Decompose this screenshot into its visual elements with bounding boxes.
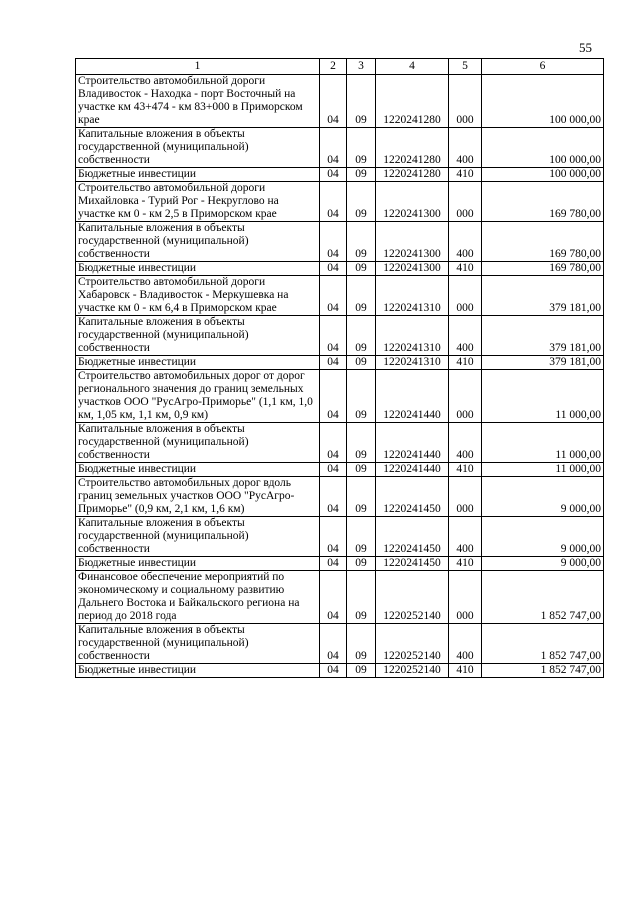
row-name-cell: Строительство автомобильной дороги Хабаровск - Владивосток - Меркушевка на участке км 0 - км 6,4 в Приморском крае <box>76 276 320 316</box>
table-row <box>76 356 604 370</box>
row-section-cell: 04 <box>320 370 347 423</box>
row-name-cell: Финансовое обеспечение мероприятий по экономическому и социальному развитию Дальнего Востока и Байкальского региона на период до 2018 года <box>76 571 320 624</box>
row-target-article-cell: 1220241450 <box>376 517 449 557</box>
table-row <box>76 477 604 517</box>
row-amount-cell: 169 780,00 <box>482 222 604 262</box>
table-row <box>76 222 604 262</box>
row-subsection-cell: 09 <box>347 664 376 678</box>
row-section-cell: 04 <box>320 624 347 664</box>
row-expense-type-cell: 000 <box>449 75 482 128</box>
row-subsection-cell: 09 <box>347 517 376 557</box>
row-amount-cell: 100 000,00 <box>482 128 604 168</box>
row-section-cell: 04 <box>320 262 347 276</box>
row-amount-cell: 9 000,00 <box>482 557 604 571</box>
row-target-article-cell: 1220241310 <box>376 276 449 316</box>
row-target-article-cell: 1220241280 <box>376 128 449 168</box>
row-section-cell: 04 <box>320 222 347 262</box>
table-row <box>76 463 604 477</box>
header-col-5: 5 <box>449 59 482 75</box>
row-subsection-cell: 09 <box>347 463 376 477</box>
row-target-article-cell: 1220241310 <box>376 356 449 370</box>
table-row <box>76 262 604 276</box>
row-subsection-cell: 09 <box>347 222 376 262</box>
row-section-cell: 04 <box>320 316 347 356</box>
row-name-cell: Бюджетные инвестиции <box>76 262 320 276</box>
row-expense-type-cell: 410 <box>449 168 482 182</box>
row-section-cell: 04 <box>320 477 347 517</box>
row-amount-cell: 1 852 747,00 <box>482 571 604 624</box>
row-amount-cell: 169 780,00 <box>482 182 604 222</box>
row-name-cell: Строительство автомобильной дороги Михайловка - Турий Рог - Некруглово на участке км 0 - км 2,5 в Приморском крае <box>76 182 320 222</box>
row-subsection-cell: 09 <box>347 370 376 423</box>
row-amount-cell: 1 852 747,00 <box>482 664 604 678</box>
row-name-cell: Капитальные вложения в объекты государственной (муниципальной) собственности <box>76 423 320 463</box>
row-target-article-cell: 1220241450 <box>376 477 449 517</box>
table-row <box>76 571 604 624</box>
row-expense-type-cell: 410 <box>449 463 482 477</box>
row-amount-cell: 100 000,00 <box>482 75 604 128</box>
row-name-cell: Капитальные вложения в объекты государственной (муниципальной) собственности <box>76 517 320 557</box>
row-name-cell: Строительство автомобильной дороги Владивосток - Находка - порт Восточный на участке км 43+474 - км 83+000 в Приморском крае <box>76 75 320 128</box>
row-target-article-cell: 1220252140 <box>376 571 449 624</box>
table-row <box>76 370 604 423</box>
row-name-cell: Бюджетные инвестиции <box>76 557 320 571</box>
row-subsection-cell: 09 <box>347 262 376 276</box>
row-name-cell: Бюджетные инвестиции <box>76 463 320 477</box>
row-target-article-cell: 1220252140 <box>376 624 449 664</box>
row-amount-cell: 1 852 747,00 <box>482 624 604 664</box>
row-amount-cell: 9 000,00 <box>482 517 604 557</box>
table-row <box>76 182 604 222</box>
row-target-article-cell: 1220241300 <box>376 222 449 262</box>
row-section-cell: 04 <box>320 664 347 678</box>
header-col-2: 2 <box>320 59 347 75</box>
table-row <box>76 517 604 557</box>
row-expense-type-cell: 400 <box>449 517 482 557</box>
table-row <box>76 316 604 356</box>
row-target-article-cell: 1220241280 <box>376 168 449 182</box>
row-name-cell: Бюджетные инвестиции <box>76 356 320 370</box>
row-amount-cell: 11 000,00 <box>482 370 604 423</box>
table-row <box>76 128 604 168</box>
table-row <box>76 624 604 664</box>
row-section-cell: 04 <box>320 168 347 182</box>
row-subsection-cell: 09 <box>347 128 376 168</box>
table-row <box>76 168 604 182</box>
row-name-cell: Капитальные вложения в объекты государственной (муниципальной) собственности <box>76 316 320 356</box>
row-target-article-cell: 1220241440 <box>376 423 449 463</box>
table-row <box>76 664 604 678</box>
row-name-cell: Бюджетные инвестиции <box>76 168 320 182</box>
row-subsection-cell: 09 <box>347 182 376 222</box>
row-name-cell: Капитальные вложения в объекты государственной (муниципальной) собственности <box>76 128 320 168</box>
row-expense-type-cell: 400 <box>449 222 482 262</box>
header-col-1: 1 <box>76 59 320 75</box>
row-subsection-cell: 09 <box>347 624 376 664</box>
row-subsection-cell: 09 <box>347 477 376 517</box>
row-target-article-cell: 1220241310 <box>376 316 449 356</box>
header-col-3: 3 <box>347 59 376 75</box>
row-expense-type-cell: 400 <box>449 624 482 664</box>
row-subsection-cell: 09 <box>347 75 376 128</box>
row-expense-type-cell: 000 <box>449 571 482 624</box>
budget-table <box>75 58 604 678</box>
row-target-article-cell: 1220241440 <box>376 370 449 423</box>
row-amount-cell: 379 181,00 <box>482 356 604 370</box>
row-amount-cell: 11 000,00 <box>482 423 604 463</box>
row-subsection-cell: 09 <box>347 316 376 356</box>
row-subsection-cell: 09 <box>347 356 376 370</box>
row-section-cell: 04 <box>320 517 347 557</box>
row-subsection-cell: 09 <box>347 423 376 463</box>
row-expense-type-cell: 000 <box>449 182 482 222</box>
table-row <box>76 75 604 128</box>
row-name-cell: Строительство автомобильных дорог вдоль границ земельных участков ООО "РусАгро-Приморье" (0,9 км, 2,1 км, 1,6 км) <box>76 477 320 517</box>
row-expense-type-cell: 000 <box>449 276 482 316</box>
row-expense-type-cell: 410 <box>449 664 482 678</box>
row-section-cell: 04 <box>320 182 347 222</box>
row-name-cell: Капитальные вложения в объекты государственной (муниципальной) собственности <box>76 222 320 262</box>
row-expense-type-cell: 410 <box>449 356 482 370</box>
row-name-cell: Строительство автомобильных дорог от дорог регионального значения до границ земельных участков ООО "РусАгро-Приморье" (1,1 км, 1,0 км, 1,05 км, 1,1 км, 0,9 км) <box>76 370 320 423</box>
row-target-article-cell: 1220241280 <box>376 75 449 128</box>
row-target-article-cell: 1220241450 <box>376 557 449 571</box>
row-amount-cell: 9 000,00 <box>482 477 604 517</box>
row-target-article-cell: 1220241300 <box>376 182 449 222</box>
row-subsection-cell: 09 <box>347 571 376 624</box>
row-expense-type-cell: 000 <box>449 370 482 423</box>
row-expense-type-cell: 400 <box>449 128 482 168</box>
row-amount-cell: 169 780,00 <box>482 262 604 276</box>
row-target-article-cell: 1220252140 <box>376 664 449 678</box>
table-row <box>76 276 604 316</box>
row-expense-type-cell: 000 <box>449 477 482 517</box>
table-header-row <box>76 59 604 75</box>
row-name-cell: Капитальные вложения в объекты государственной (муниципальной) собственности <box>76 624 320 664</box>
row-name-cell: Бюджетные инвестиции <box>76 664 320 678</box>
row-section-cell: 04 <box>320 356 347 370</box>
row-subsection-cell: 09 <box>347 168 376 182</box>
row-target-article-cell: 1220241300 <box>376 262 449 276</box>
row-section-cell: 04 <box>320 423 347 463</box>
header-col-4: 4 <box>376 59 449 75</box>
row-section-cell: 04 <box>320 75 347 128</box>
row-section-cell: 04 <box>320 557 347 571</box>
header-col-6: 6 <box>482 59 604 75</box>
row-expense-type-cell: 410 <box>449 557 482 571</box>
table-row <box>76 423 604 463</box>
table-body <box>76 75 604 678</box>
row-amount-cell: 379 181,00 <box>482 316 604 356</box>
page-number: 55 <box>579 40 592 55</box>
row-subsection-cell: 09 <box>347 557 376 571</box>
row-expense-type-cell: 400 <box>449 316 482 356</box>
row-expense-type-cell: 400 <box>449 423 482 463</box>
row-section-cell: 04 <box>320 128 347 168</box>
row-section-cell: 04 <box>320 571 347 624</box>
table-row <box>76 557 604 571</box>
row-expense-type-cell: 410 <box>449 262 482 276</box>
row-amount-cell: 11 000,00 <box>482 463 604 477</box>
row-amount-cell: 100 000,00 <box>482 168 604 182</box>
row-section-cell: 04 <box>320 276 347 316</box>
row-amount-cell: 379 181,00 <box>482 276 604 316</box>
row-section-cell: 04 <box>320 463 347 477</box>
row-target-article-cell: 1220241440 <box>376 463 449 477</box>
row-subsection-cell: 09 <box>347 276 376 316</box>
